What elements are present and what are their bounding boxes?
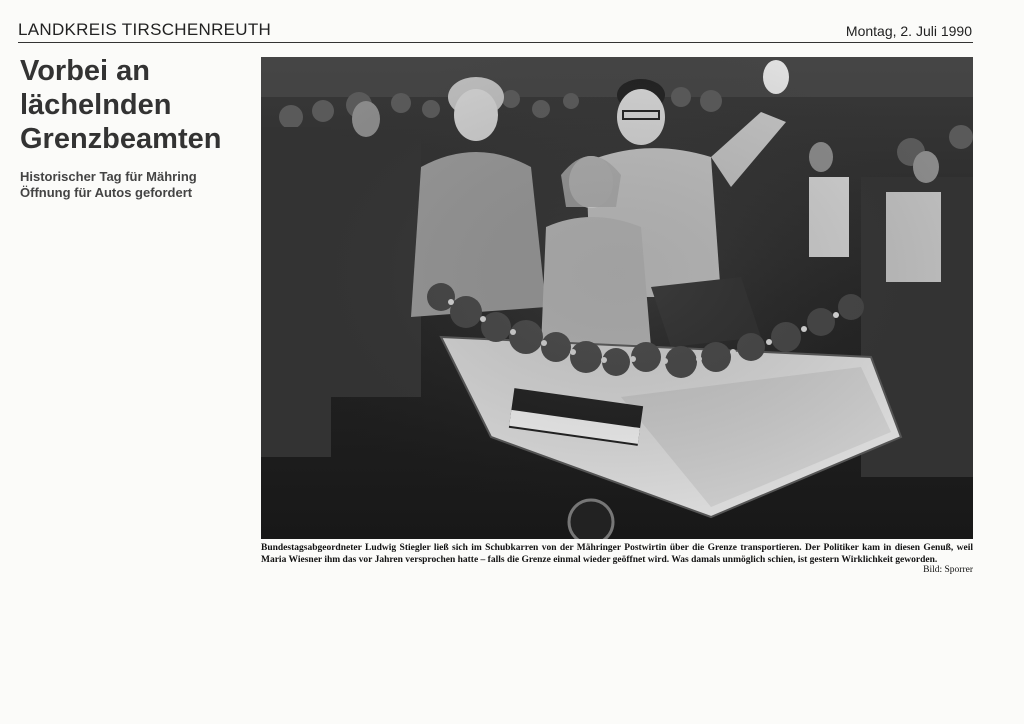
news-photo [261,57,973,539]
headline-line: lächelnden [20,89,172,121]
subheadline [20,169,255,201]
photo-credit: Bild: Sporrer [923,565,973,575]
headline [20,54,255,156]
photo-glow [261,57,973,539]
headline-line: Vorbei an [20,55,150,87]
photo-caption: Bundestagsabgeordneter Ludwig Stiegler ließ sich im Schubkarren von der Mähringer Postwirtin über die Grenze transportieren. Der Politiker kam in diesen Genuß, weil Maria Wiesner ihm das vor Jahren versprochen hatte – falls die Grenze einmal wieder geöffnet wird. Was damals unmöglich schien, ist gestern Wirklichkeit geworden. [261,543,973,565]
subheadline-line: Öffnung für Autos gefordert [20,185,193,200]
header-rule [18,42,973,43]
section-title: LANDKREIS TIRSCHENREUTH [18,20,272,39]
issue-date: Montag, 2. Juli 1990 [845,23,972,39]
headline-line: Grenzbeamten [20,123,222,155]
subheadline-line: Historischer Tag für Mähring [20,169,197,184]
